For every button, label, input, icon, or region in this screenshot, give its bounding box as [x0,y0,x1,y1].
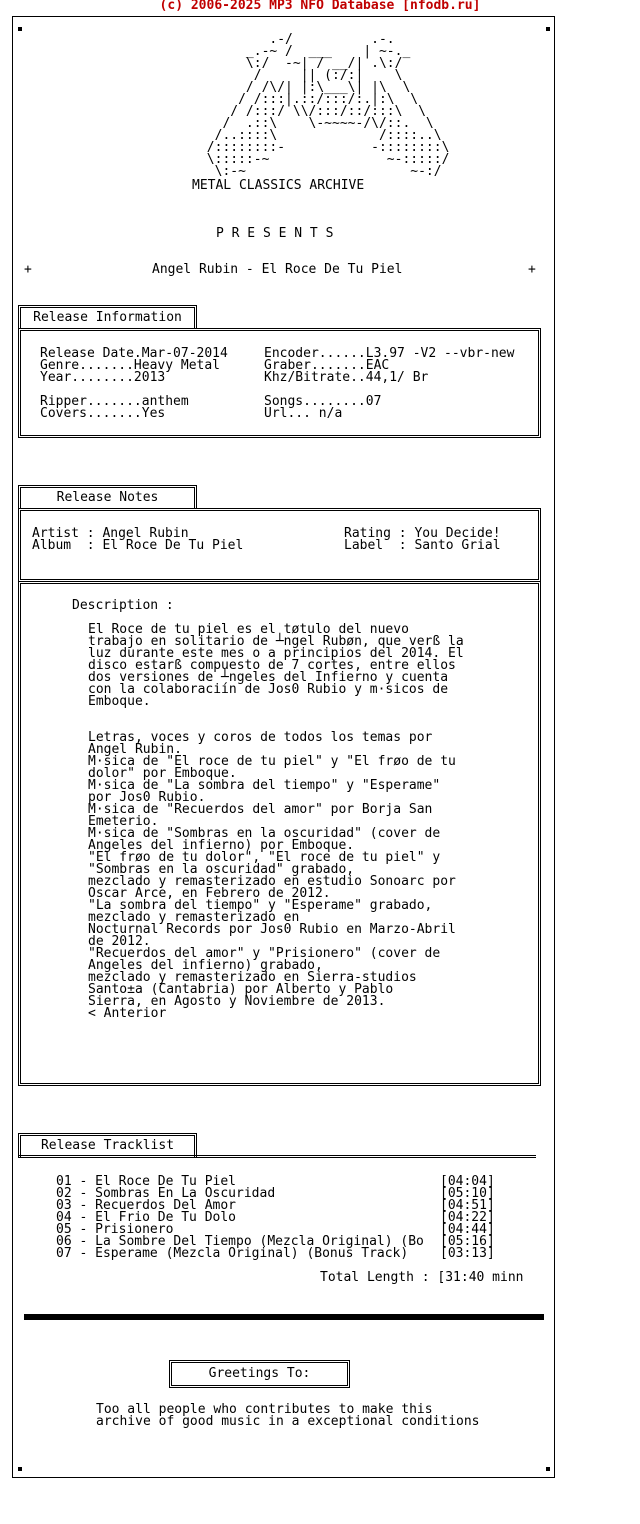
track-time: [03:13] [440,1246,495,1261]
corner-dot-br [546,1467,550,1471]
release-info-tab: Release Information [18,305,197,329]
corner-dot-tr [546,27,550,31]
logo-ascii-art: .-/ .-. _.-~ / ___ | ~-._ \:/ -~| / __/| .\:/ / || (:/:| \ / /\/| |:\___\| |\ \ / /:::|.::/:::/:.|:\ \ / /:::/ \\/:::/::/:::\ \ / .::\ \-~~~~-/\/::. \ /..::::\ /::::..\ /::::::::- -::::::::\ \:::::-~ ~-:::::/ \:-~ ~-:/ [206,32,450,179]
track-title: 02 - Sombras En La Oscuridad [56,1186,276,1201]
track-title: 03 - Recuerdos Del Amor [56,1198,237,1213]
track-title: 04 - El Frio De Tu Dolo [56,1210,237,1225]
track-row [56,1248,408,1260]
total-length: Total Length : [31:40 minn [320,1270,524,1285]
track-title: 07 - Esperame (Mezcla Original) (Bonus Track) [56,1246,409,1261]
track-time: [04:22] [440,1210,495,1225]
notes-artist-album: Artist : Angel Rubin Album : El Roce De Tu Piel [32,526,244,553]
track-title: 01 - El Roce De Tu Piel [56,1174,237,1189]
presents-heading: P R E S E N T S [216,226,334,241]
notes-rating-label: Rating : You Decide! Label : Santo Grial [344,526,501,553]
track-time: [04:44] [440,1222,495,1237]
corner-dot-bl [18,1467,22,1471]
track-title: 06 - La Sombre Del Tiempo (Mezcla Original) (Bo [56,1234,424,1249]
release-title: Angel Rubin - El Roce De Tu Piel [152,262,403,277]
description-label: Description : [72,598,174,613]
greetings-title-box: Greetings To: [169,1360,350,1388]
track-time: [04:51] [440,1198,495,1213]
greetings-text: Too all people who contributes to make this archive of good music in a exceptional conditions [96,1402,480,1429]
site-banner: (c) 2006-2025 MP3 NFO Database [nfodb.ru] [159,0,481,13]
release-notes-tab: Release Notes [18,485,197,509]
corner-dot-tl [18,27,22,31]
track-time: [05:10] [440,1186,495,1201]
title-plus-left: + [24,262,32,277]
track-time: [05:16] [440,1234,495,1249]
section-divider [24,1314,544,1320]
release-info-left: Release Date.Mar-07-2014 Genre.......Heavy Metal Year........2013 Ripper.......anthem Covers.......Yes [40,346,228,421]
tracklist-tab: Release Tracklist [18,1133,197,1157]
description-text: El Roce de tu piel es el tøtulo del nuevo trabajo en solitario de ┴ngel Rubøn, que verß la luz durante este mes o a principios del 2014. El disco estarß compuesto de 7 cortes, entre ellos dos versiones de ┴ngeles del Infierno y cuenta con la colaboraciín de Jos0 Rubio y m·sicos de Emboque. Letras, voces y coros de todos los temas por Angel Rubin. M·sica de "El roce de tu piel" y "El frøo de tu dolor" por Emboque. M·sica de "La sombra del tiempo" y "Esperame" por Jos0 Rubio. M·sica de "Recuerdos del amor" por Borja San Emeterio. M·sica de "Sombras en la oscuridad" (cover de Angeles del infierno) por Emboque. "El frøo de tu dolor", "El roce de tu piel" y "Sombras en la oscuridad" grabado, mezclado y remasterizado en estudio Sonoarc por Oscar Arce, en Febrero de 2012. "La sombra del tiempo" y "Esperame" grabado, mezclado y remasterizado en Nocturnal Records por Jos0 Rubio en Marzo-Abril de 2012. "Recuerdos del amor" y "Prisionero" (cover de Angeles del infierno) grabado, mezclado y remasterizado en Sierra-studios Santo±a (Cantabria) por Alberto y Pablo Sierra, en Agosto y Noviembre de 2013. < Anterior [88,622,464,1021]
logo-caption: METAL CLASSICS ARCHIVE [192,178,365,193]
release-info-right: Encoder......L3.97 -V2 --vbr-new Graber.......EAC Khz/Bitrate..44,1/ Br Songs........07 Url... n/a [264,346,515,421]
track-title: 05 - Prisionero [56,1222,174,1237]
track-time: [04:04] [440,1174,495,1189]
title-plus-right: + [528,262,536,277]
tracklist-rule [18,1155,536,1158]
